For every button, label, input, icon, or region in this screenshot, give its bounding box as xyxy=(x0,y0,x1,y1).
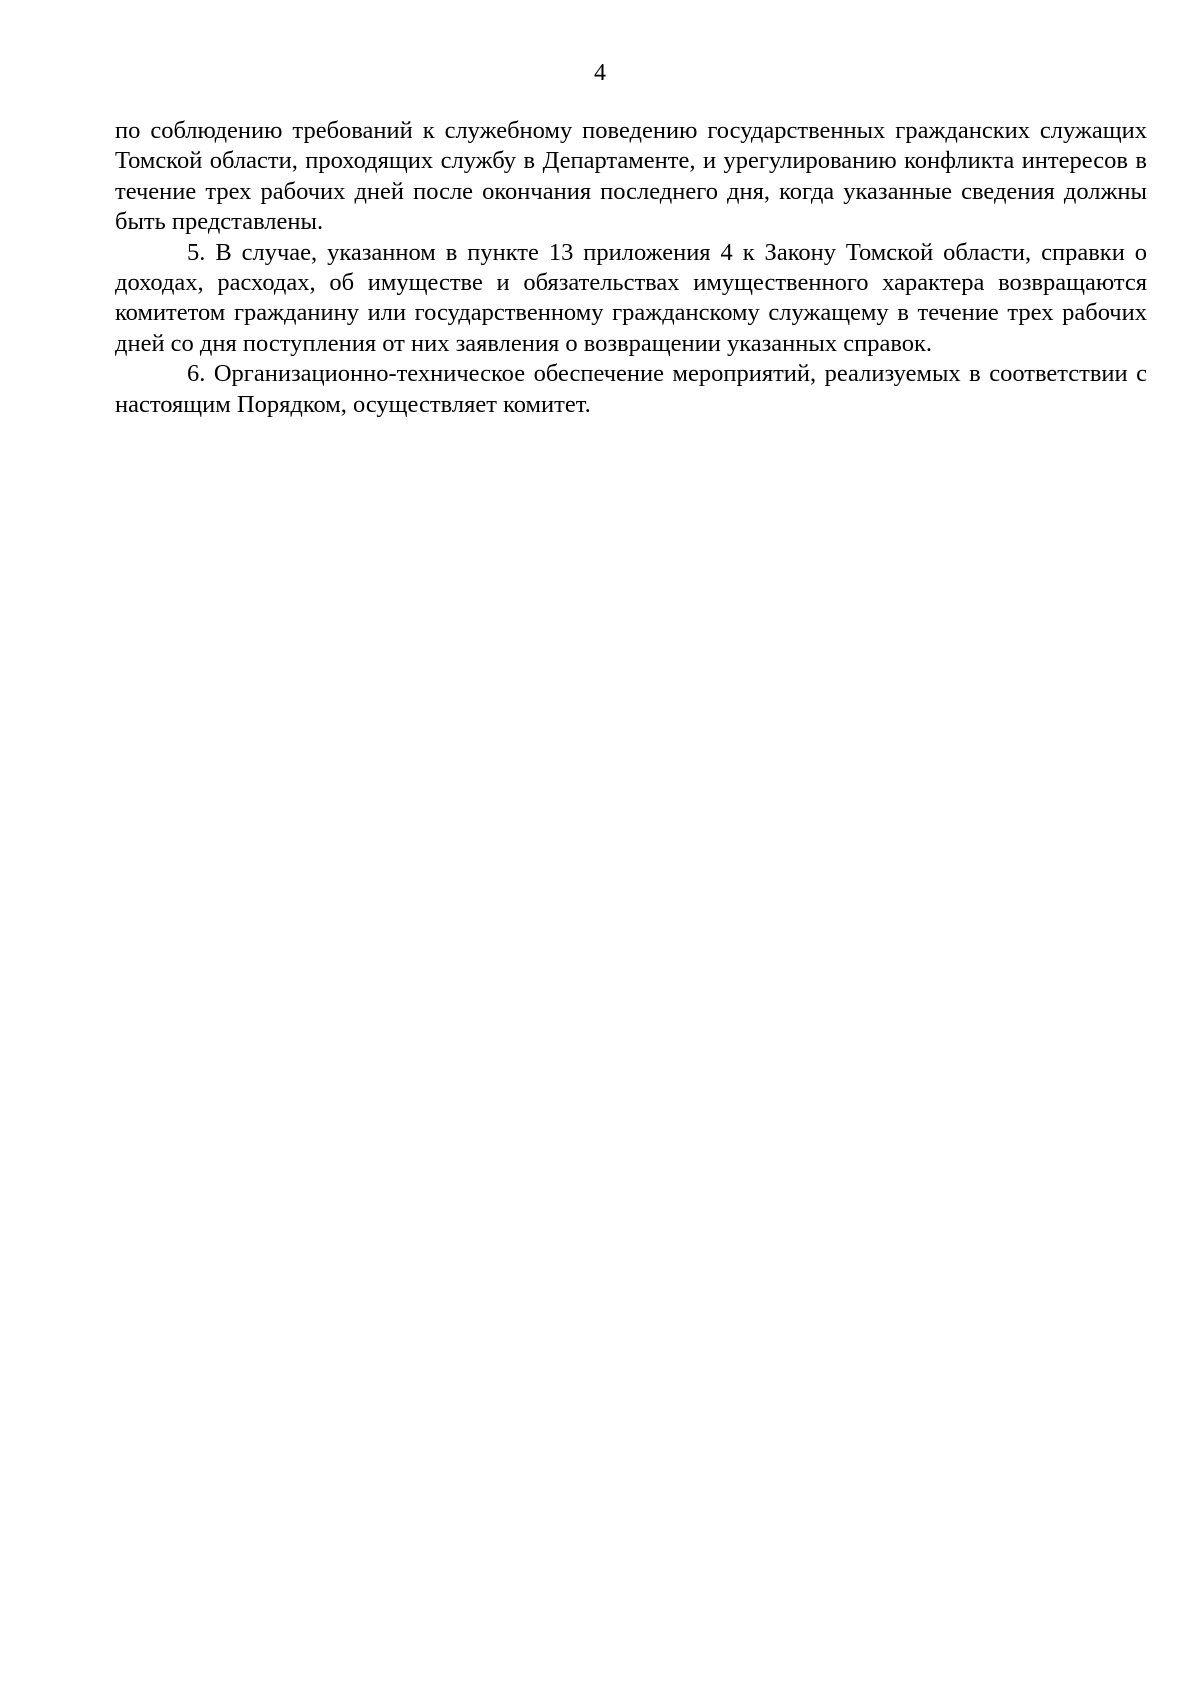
paragraph-item-6: 6. Организационно-техническое обеспечение мероприятий, реализуемых в соответствии с настоящим Порядком, осуществляет комитет. xyxy=(115,360,1147,418)
page-number: 4 xyxy=(594,60,606,86)
paragraph-continuation: по соблюдению требований к служебному поведению государственных гражданских служащих Томской области, проходящих службу в Департаменте, и урегулированию конфликта интересов в течение трех рабочих дней после окончания последнего дня, когда указанные сведения должны быть представлены. xyxy=(115,117,1147,236)
paragraph-item-5: 5. В случае, указанном в пункте 13 приложения 4 к Закону Томской области, справки о доходах, расходах, об имуществе и обязательствах имущественного характера возвращаются комитетом гражданину или государственному гражданскому служащему в течение трех рабочих дней со дня поступления от них заявления о возвращении указанных справок. xyxy=(115,238,1147,357)
document-body xyxy=(115,116,1147,420)
